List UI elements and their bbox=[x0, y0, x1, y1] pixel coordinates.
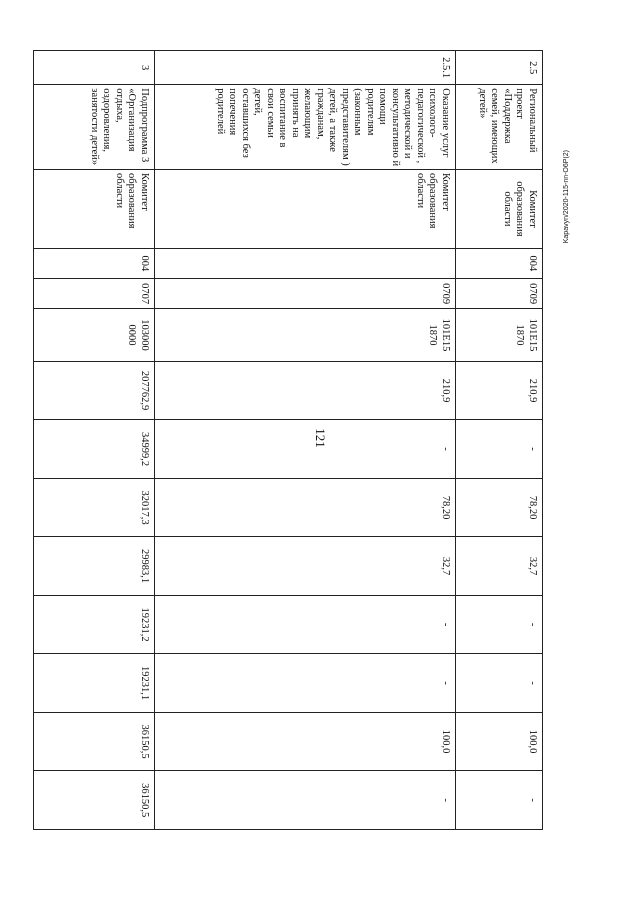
item-name: Оказание услуг психолого-педагогической , методической и консультативно й помощи родителям (законным представителям ) детей, а также гражданам, желающим принять на воспитание в свои семьи детей, оставшихся без попечения родителей bbox=[155, 85, 456, 170]
value-cell: 100,0 bbox=[456, 712, 543, 771]
value-cell: 34999,2 bbox=[34, 420, 155, 479]
program-funding-table bbox=[33, 50, 543, 830]
document-footer-code: Kapavyn/2020-115-nn-O6P(2) bbox=[563, 150, 570, 244]
section-code: 0709 bbox=[456, 279, 543, 309]
executor: Комитет образования области bbox=[34, 170, 155, 249]
value-cell: 210,9 bbox=[456, 361, 543, 420]
value-cell: 32,7 bbox=[456, 537, 543, 596]
row-number: 2.5.1 bbox=[155, 51, 456, 85]
value-cell: 78,20 bbox=[456, 478, 543, 537]
value-cell: 32017,3 bbox=[34, 478, 155, 537]
page-number: 121 bbox=[313, 428, 328, 448]
target-article-code: 103000 0000 bbox=[34, 309, 155, 361]
table-row bbox=[456, 51, 543, 830]
item-name: Региональный проект «Поддержка семей, имеющих детей» bbox=[456, 85, 543, 170]
target-article-code: 101Е15 1870 bbox=[456, 309, 543, 361]
grbs-code bbox=[155, 248, 456, 278]
table-row bbox=[34, 51, 155, 830]
grbs-code: 004 bbox=[456, 248, 543, 278]
grbs-code: 004 bbox=[34, 248, 155, 278]
value-cell: 32,7 bbox=[155, 537, 456, 596]
row-number: 2.5 bbox=[456, 51, 543, 85]
executor: Комитет образования области bbox=[456, 170, 543, 249]
value-cell: 19231,2 bbox=[34, 595, 155, 654]
value-cell: 19231,1 bbox=[34, 654, 155, 713]
value-cell: 100,0 bbox=[155, 712, 456, 771]
section-code: 0707 bbox=[34, 279, 155, 309]
value-cell: - bbox=[155, 595, 456, 654]
value-cell: - bbox=[456, 771, 543, 830]
value-cell: 36150,5 bbox=[34, 771, 155, 830]
value-cell: 29983,1 bbox=[34, 537, 155, 596]
value-cell: 36150,5 bbox=[34, 712, 155, 771]
row-number: 3 bbox=[34, 51, 155, 85]
value-cell: - bbox=[155, 771, 456, 830]
table-row bbox=[155, 51, 456, 830]
value-cell: - bbox=[456, 595, 543, 654]
value-cell: - bbox=[456, 420, 543, 479]
item-name: Подпрограмма 3 «Организация отдыха, оздоровления, занятости детей» bbox=[34, 85, 155, 170]
section-code: 0709 bbox=[155, 279, 456, 309]
executor: Комитет образования области bbox=[155, 170, 456, 249]
target-article-code: 101Е15 1870 bbox=[155, 309, 456, 361]
value-cell: 210,9 bbox=[155, 361, 456, 420]
value-cell: - bbox=[155, 654, 456, 713]
value-cell: 207762,9 bbox=[34, 361, 155, 420]
value-cell: 78,20 bbox=[155, 478, 456, 537]
value-cell: - bbox=[155, 420, 456, 479]
value-cell: - bbox=[456, 654, 543, 713]
rotated-table-wrapper bbox=[43, 50, 543, 830]
